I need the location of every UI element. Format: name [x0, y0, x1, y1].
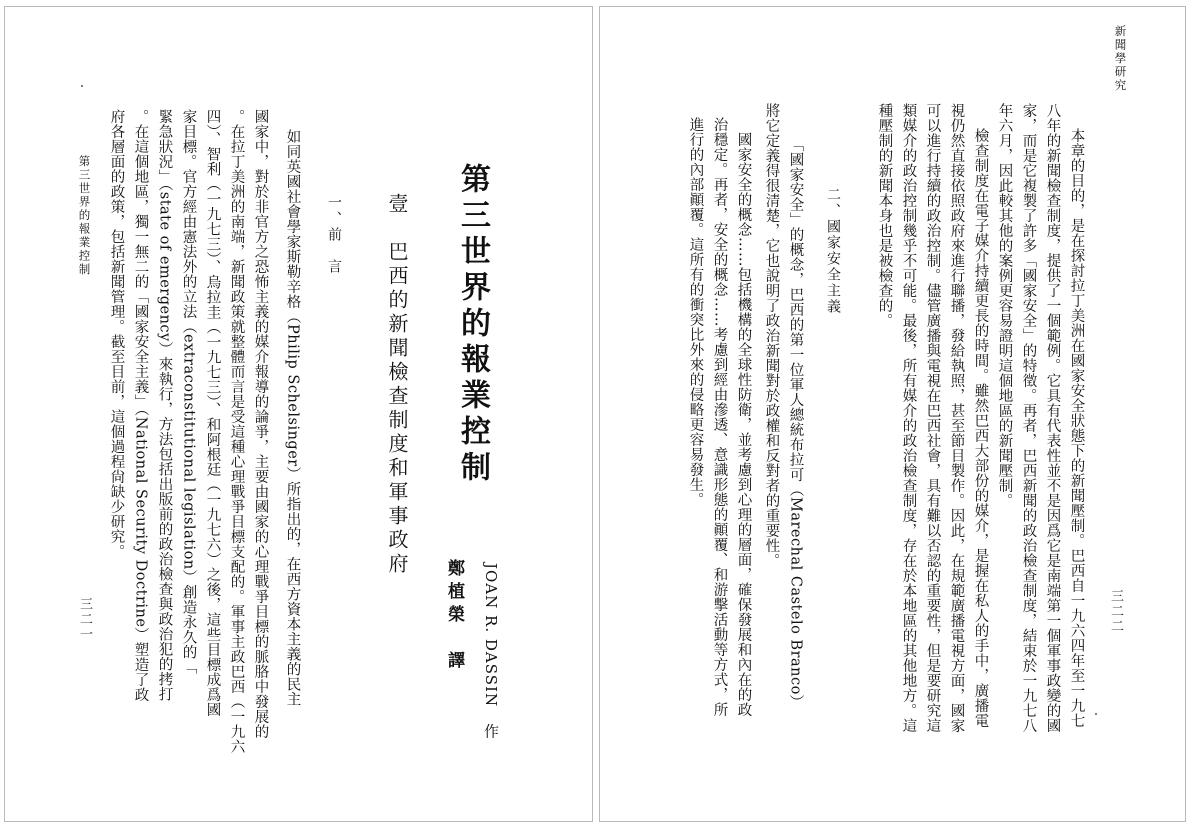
body-column: 類媒介的政治控制幾乎不可能。最後，所有媒介的政治檢查制度，存在於本地區的其他地方。這: [900, 103, 917, 733]
body-column: 可以進行持續的政治控制。儘管廣播與電視在巴西社會，具有難以否認的重要性，但是要研究這: [924, 103, 941, 733]
body-column: 將它定義得很清楚，它也說明了政治新聞對於政權和反對者的重要性。: [763, 103, 780, 568]
page-number: 三二二: [1108, 589, 1123, 634]
body-column: 治穩定。再者，安全的概念……考慮到經由滲透、意識形態的顚覆、和游擊活動等方式，所: [711, 117, 728, 717]
body-column: 。在拉丁美洲的南端，新聞政策就整體而言是受這種心理戰爭目標支配的。軍事主政巴西（一九六: [228, 109, 245, 754]
body-column: 視仍然直接依照政府來進行聯播，發給執照，甚至節目製作。因此，在規範廣播電視方面，國家: [948, 103, 965, 733]
body-column: 進行的內部顚覆。這所有的衝突比外來的侵略更容易發生。: [687, 117, 704, 507]
author: JOAN R. DASSIN 作: [482, 563, 500, 740]
page-number: 三二一: [77, 597, 92, 642]
body-column: 四）、智利（一九七三）、烏拉圭（一九七三）、和阿根廷（一九七六）之後，這些目標成爲國: [204, 109, 221, 718]
body-column: 八年的新聞檢查制度，提供了一個範例。它具有代表性並不是因爲它是南端第一個軍事政變的國: [1044, 103, 1061, 733]
body-column: 本章的目的，是在探討拉丁美洲在國家安全狀態下的新聞壓制。巴西自一九六四年至一九七: [1068, 113, 1085, 728]
body-column: 緊急狀況」（state of emergency）來執行，方法包括出版前的政治檢查與政治犯的拷打: [156, 109, 173, 702]
subtitle: 壹 巴西的新聞檢查制度和軍事政府: [385, 193, 409, 577]
translator: 鄭植榮 譯: [444, 559, 464, 674]
body-column: 「國家安全」的概念，巴西的第一位軍人總統布拉可（Marechal Castelo Branco）: [787, 137, 804, 710]
section-heading: 一、前 言: [326, 195, 342, 275]
body-column: 府各層面的政策，包括新聞管理。截至目前，這個過程尙缺少研究。: [108, 109, 125, 559]
body-column: 家目標。官方經由憲法外的立法（extraconstitutional legislation）創造永久的「: [180, 109, 197, 675]
body-column: 檢查制度在電子媒介持續更長的時間。雖然巴西大部份的媒介，是握在私人的手中，廣播電: [972, 113, 989, 728]
body-column: 。在這個地區，獨一無二的「國家安全主義」（National Security Doctrine）塑造了政: [132, 109, 149, 703]
body-column: 如同英國社會學家斯勒辛格（Philip Schelsinger）所指出的，在西方資本主義的民主: [284, 129, 301, 707]
speck: [1095, 713, 1097, 715]
left-page: [4, 6, 593, 822]
running-head: 新聞學研究: [1113, 25, 1128, 93]
body-column: 年六月，因此較其他的案例更容易證明這個地區的新聞壓制。: [996, 103, 1013, 508]
body-column: 家，而是它複製了許多「國家安全」的特徵。再者，巴西新聞的政治檢查制度，結束於一九七八: [1020, 103, 1037, 733]
body-column: 國家安全的概念……包括機構的全球性防衛，並考慮到心理的層面，確保發展和內在的政: [735, 117, 752, 717]
body-column: 種壓制的新聞本身也是被檢查的。: [876, 103, 893, 328]
page-title: 第三世界的報業控制: [455, 163, 490, 487]
body-column: 國家中，對於非官方之恐怖主義的媒介報導的論爭，主要由國家的心理戰爭目標的脈胳中發展的: [252, 109, 269, 739]
speck: [81, 85, 83, 87]
section-heading: 二、國家安全主義: [825, 187, 841, 315]
running-head: 第三世界的報業控制: [77, 155, 92, 277]
right-page: [599, 6, 1186, 822]
